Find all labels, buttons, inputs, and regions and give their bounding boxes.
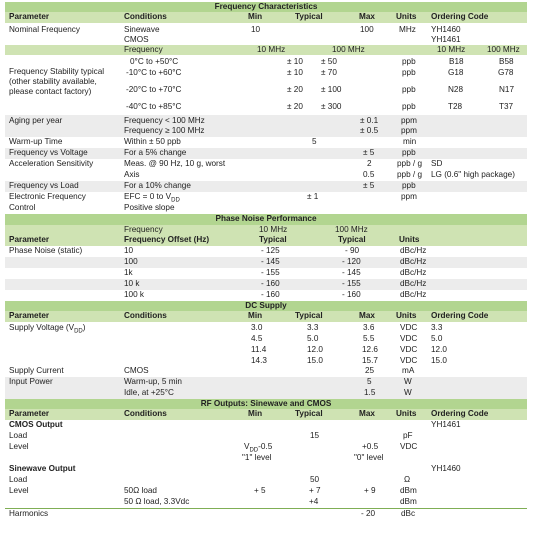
- ordering-code: 12.0: [431, 345, 447, 354]
- max-value: 5.5: [363, 334, 375, 343]
- units: W: [404, 377, 412, 386]
- header-min: Min: [248, 311, 263, 320]
- cond: 50 Ω load, 3.3Vdc: [124, 497, 190, 506]
- units: ppb: [402, 57, 416, 66]
- typ-value: ± 20: [287, 85, 303, 94]
- header-conditions: Conditions: [124, 409, 167, 418]
- max-value: + 9: [364, 486, 376, 495]
- rf-outputs-table: [5, 399, 527, 520]
- table-row-sine-level: [5, 486, 527, 508]
- table-row-supply-voltage: [5, 322, 527, 366]
- table-row-sine-load: [5, 475, 527, 486]
- max-value: - 20: [361, 509, 376, 518]
- table-row-harmonics: [5, 508, 527, 520]
- table-row-input-power: [5, 377, 527, 399]
- cond: Axis: [124, 170, 140, 179]
- typ-value: 15.0: [307, 356, 323, 365]
- max-value: 5: [367, 377, 372, 386]
- typ-value: + 7: [309, 486, 321, 495]
- typ-value: - 160: [342, 290, 361, 299]
- units: VDC: [400, 356, 418, 365]
- cond: Frequency: [124, 225, 163, 234]
- header-units: Units: [399, 235, 420, 244]
- table-row-acceleration: [5, 159, 527, 181]
- table-row-warmup: [5, 137, 527, 148]
- ordering-code: YH1461: [431, 35, 461, 44]
- cond: Frequency < 100 MHz: [124, 116, 205, 125]
- param-label: Phase Noise (static): [9, 246, 83, 255]
- column-header-row: [5, 12, 527, 23]
- units: min: [403, 137, 417, 146]
- units: dBc/Hz: [400, 279, 427, 288]
- section-title: Frequency Characteristics: [214, 2, 318, 11]
- dc-supply-table: [5, 301, 527, 399]
- header-offset: Frequency Offset (Hz): [124, 235, 210, 244]
- param-label: Level: [9, 442, 29, 451]
- header-parameter: Parameter: [9, 12, 50, 21]
- max-value: 2: [367, 159, 372, 168]
- section-title: RF Outputs: Sinewave and CMOS: [200, 399, 332, 408]
- typ-value: ± 300: [321, 102, 342, 111]
- units: ppb: [402, 181, 416, 190]
- min-note: "1" level: [242, 453, 272, 462]
- min-value: 10: [251, 25, 261, 34]
- typ-value: - 90: [345, 246, 360, 255]
- units: VDC: [400, 345, 418, 354]
- header-typical: Typical: [295, 409, 323, 418]
- cond: -20°C to +70°C: [126, 85, 182, 94]
- ordering-code: G18: [448, 68, 464, 77]
- table-row: [5, 290, 527, 301]
- header-max: Max: [359, 12, 375, 21]
- typ-value: ± 1: [307, 192, 319, 201]
- max-note: "0" level: [354, 453, 384, 462]
- header-ordering-code: Ordering Code: [431, 12, 489, 21]
- ordering-code: G78: [498, 68, 514, 77]
- header-parameter: Parameter: [9, 235, 50, 244]
- offset: 10 k: [124, 279, 140, 288]
- typ-value: 3.3: [307, 323, 319, 332]
- sinewave-output-heading: [5, 464, 527, 475]
- header-parameter: Parameter: [9, 311, 50, 320]
- param-label: Level: [9, 486, 29, 495]
- max-value: ± 0.1: [360, 116, 379, 125]
- typ-value: - 155: [261, 268, 280, 277]
- cond: -40°C to +85°C: [126, 102, 182, 111]
- typ-value: +4: [309, 497, 319, 506]
- param-label: Electronic Frequency: [9, 192, 86, 201]
- table-row-cmos-level: [5, 442, 527, 464]
- header-min: Min: [248, 409, 263, 418]
- param-label: Supply Current: [9, 366, 64, 375]
- units: dBc/Hz: [400, 257, 427, 266]
- param-label: Control: [9, 203, 36, 212]
- header-max: Max: [359, 409, 375, 418]
- units: MHz: [399, 25, 416, 34]
- table-row-vs-voltage: [5, 148, 527, 159]
- ordering-code: 15.0: [431, 356, 447, 365]
- table-row-efc: [5, 192, 527, 214]
- param-label: Frequency Stability typical: [9, 67, 105, 76]
- typ-value: 50: [310, 475, 320, 484]
- section-title: DC Supply: [245, 301, 287, 310]
- subhead: 10 MHz: [257, 45, 286, 54]
- max-value: ± 0.5: [360, 126, 379, 135]
- offset: 100: [124, 257, 138, 266]
- frequency-subheader-row: [5, 45, 527, 55]
- table-row-stability: [5, 55, 527, 115]
- units: pF: [403, 431, 413, 440]
- units: dBm: [400, 486, 417, 495]
- max-value: 1.5: [364, 388, 376, 397]
- units: mA: [402, 366, 415, 375]
- typ-value: - 145: [342, 268, 361, 277]
- table-row: [5, 268, 527, 279]
- ordering-code: YH1460: [431, 464, 461, 473]
- ordering-code: N17: [499, 85, 515, 94]
- header-parameter: Parameter: [9, 409, 50, 418]
- max-value: 0.5: [363, 170, 375, 179]
- typ-value: - 155: [342, 279, 361, 288]
- units: ppm: [401, 126, 417, 135]
- units: ppb: [402, 148, 416, 157]
- cmos-output-heading: [5, 420, 527, 431]
- header-min: Min: [248, 12, 263, 21]
- max-value: 3.6: [363, 323, 375, 332]
- param-label: (other stability available,: [9, 77, 97, 86]
- ordering-code: LG (0.6" high package): [431, 170, 515, 179]
- typ-value: - 120: [342, 257, 361, 266]
- subhead: 100 MHz: [332, 45, 365, 54]
- header-typical: Typical: [295, 12, 323, 21]
- cond: CMOS: [124, 35, 149, 44]
- param-label: Load: [9, 431, 28, 440]
- table-row: [5, 279, 527, 290]
- min-value: $V_{DD}-0.5$: [244, 442, 273, 454]
- ordering-code: N28: [448, 85, 464, 94]
- table-row-vs-load: [5, 181, 527, 192]
- header-max: Max: [359, 311, 375, 320]
- param-label: Nominal Frequency: [9, 25, 80, 34]
- typ-value: ± 100: [321, 85, 342, 94]
- max-value: ± 5: [363, 148, 375, 157]
- param-label: please contact factory): [9, 87, 92, 96]
- header-units: Units: [396, 311, 417, 320]
- cond: 50Ω load: [124, 486, 157, 495]
- cond: For a 10% change: [124, 181, 191, 190]
- cond: 0°C to +50°C: [130, 57, 179, 66]
- max-value: 25: [365, 366, 375, 375]
- header-typical: Typical: [338, 235, 366, 244]
- typ-value: ± 20: [287, 102, 303, 111]
- units: dBc/Hz: [400, 246, 427, 255]
- param-label: Warm-up Time: [9, 137, 63, 146]
- units: W: [404, 388, 412, 397]
- units: ppb: [402, 102, 416, 111]
- units: ppb / g: [397, 170, 423, 179]
- min-value: + 5: [254, 486, 266, 495]
- table-row-cmos-load: [5, 431, 527, 442]
- subhead: 100 MHz: [487, 45, 520, 54]
- header-typical: Typical: [295, 311, 323, 320]
- table-row: [5, 246, 527, 257]
- units: ppb / g: [397, 159, 423, 168]
- section-title-phase: [5, 214, 527, 225]
- spec-sheet: [5, 2, 527, 520]
- table-row-nominal: [5, 23, 527, 45]
- header-ordering-code: Ordering Code: [431, 311, 489, 320]
- min-value: 4.5: [251, 334, 263, 343]
- offset: 1k: [124, 268, 133, 277]
- subsection-label: Sinewave Output: [9, 464, 76, 473]
- typ-value: ± 10: [287, 57, 303, 66]
- typ-value: - 160: [261, 290, 280, 299]
- phase-noise-table: [5, 214, 527, 301]
- header-units: Units: [396, 409, 417, 418]
- typ-value: 12.0: [307, 345, 323, 354]
- table-row-supply-current: [5, 366, 527, 377]
- max-value: 15.7: [362, 356, 378, 365]
- param-label: Load: [9, 475, 28, 484]
- ordering-code: 5.0: [431, 334, 443, 343]
- units: ppb: [402, 68, 416, 77]
- units: dBc: [401, 509, 416, 518]
- units: dBc/Hz: [400, 290, 427, 299]
- ordering-code: T28: [448, 102, 463, 111]
- cond: CMOS: [124, 366, 149, 375]
- min-value: 3.0: [251, 323, 263, 332]
- ordering-code: SD: [431, 159, 443, 168]
- units: VDC: [400, 323, 418, 332]
- units: ppm: [401, 116, 417, 125]
- section-title: Phase Noise Performance: [215, 214, 317, 223]
- header-typical: Typical: [259, 235, 287, 244]
- max-value: ± 5: [363, 181, 375, 190]
- ordering-code: B58: [499, 57, 514, 66]
- units: VDC: [400, 442, 418, 451]
- section-title-dc: [5, 301, 527, 311]
- frequency-characteristics-table: [5, 2, 527, 214]
- subhead: 100 MHz: [335, 225, 368, 234]
- typ-value: ± 70: [321, 68, 337, 77]
- max-value: 100: [360, 25, 374, 34]
- typ-value: - 160: [261, 279, 280, 288]
- param-label: Aging per year: [9, 116, 63, 125]
- table-row: [5, 257, 527, 268]
- units: dBm: [400, 497, 417, 506]
- subhead: 10 MHz: [259, 225, 288, 234]
- units: dBc/Hz: [400, 268, 427, 277]
- header-conditions: Conditions: [124, 311, 167, 320]
- typ-value: 5: [312, 137, 317, 146]
- param-label: Frequency vs Voltage: [9, 148, 88, 157]
- param-label: Harmonics: [9, 509, 49, 518]
- cond: Frequency ≥ 100 MHz: [124, 126, 205, 135]
- units: ppb: [402, 85, 416, 94]
- table-row-aging: [5, 115, 527, 137]
- cond: EFC = 0 to $V_{DD}$: [124, 192, 180, 204]
- ordering-code: YH1461: [431, 420, 461, 429]
- column-header-row: [5, 311, 527, 322]
- units: Ω: [404, 475, 411, 484]
- typ-value: 15: [310, 431, 320, 440]
- param-label: Input Power: [9, 377, 53, 386]
- cond: Sinewave: [124, 25, 160, 34]
- param-label: Supply Voltage $(V_{DD})$: [9, 323, 86, 335]
- cond: Within ± 50 ppb: [124, 137, 181, 146]
- subsection-label: CMOS Output: [9, 420, 63, 429]
- typ-value: - 145: [261, 257, 280, 266]
- ordering-code: YH1460: [431, 25, 461, 34]
- header-conditions: Conditions: [124, 12, 167, 21]
- offset: 10: [124, 246, 134, 255]
- cond: Frequency: [124, 45, 163, 54]
- header-ordering-code: Ordering Code: [431, 409, 489, 418]
- cond: For a 5% change: [124, 148, 187, 157]
- typ-value: - 125: [261, 246, 280, 255]
- min-value: 11.4: [251, 345, 267, 354]
- units: VDC: [400, 334, 418, 343]
- typ-value: 5.0: [307, 334, 319, 343]
- cond: Positive slope: [124, 203, 175, 212]
- ordering-code: 3.3: [431, 323, 443, 332]
- max-value: 12.6: [362, 345, 378, 354]
- cond: Meas. @ 90 Hz, 10 g, worst: [124, 159, 226, 168]
- section-title-frequency: [5, 2, 527, 12]
- section-title-rf: [5, 399, 527, 409]
- param-label: Acceleration Sensitivity: [9, 159, 94, 168]
- max-value: +0.5: [362, 442, 379, 451]
- ordering-code: B18: [449, 57, 464, 66]
- column-header-row: [5, 409, 527, 420]
- cond: Idle, at +25°C: [124, 388, 174, 397]
- param-label: Frequency vs Load: [9, 181, 79, 190]
- units: ppm: [401, 192, 417, 201]
- phase-header-row: [5, 225, 527, 246]
- cond: Warm-up, 5 min: [124, 377, 182, 386]
- header-units: Units: [396, 12, 417, 21]
- cond: -10°C to +60°C: [126, 68, 182, 77]
- ordering-code: T37: [499, 102, 514, 111]
- min-value: 14.3: [251, 356, 267, 365]
- offset: 100 k: [124, 290, 145, 299]
- typ-value: ± 50: [321, 57, 337, 66]
- subhead: 10 MHz: [437, 45, 466, 54]
- typ-value: ± 10: [287, 68, 303, 77]
